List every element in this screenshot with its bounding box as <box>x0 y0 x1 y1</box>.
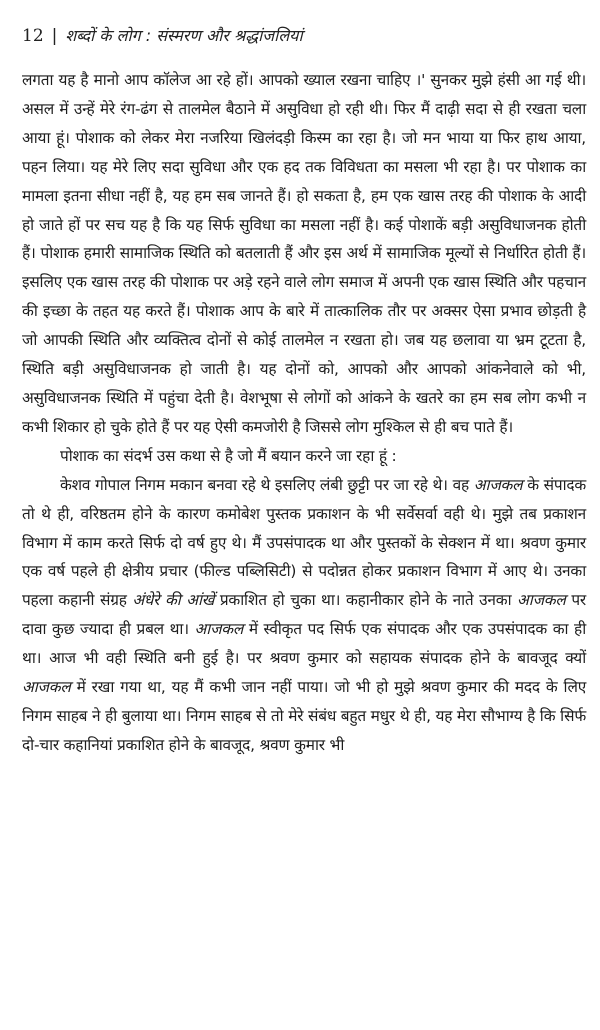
italic-title-text: आजकल <box>22 678 71 697</box>
paragraph-text: प्रकाशित हो चुका था। कहानीकार होने के नाते उनका <box>214 591 518 610</box>
book-title: शब्दों के लोग : संस्मरण और श्रद्धांजलियां <box>65 26 303 45</box>
paragraph-text: पर दावा कुछ ज्यादा ही प्रबल था। <box>22 591 586 639</box>
paragraph-text: में स्वीकृत पद सिर्फ एक संपादक और एक उपसंपादक का ही था। आज भी वही स्थिति बनी हुई है। पर श्रवण कुमार को सहायक संपादक होने के बावजूद क्यों <box>22 620 586 668</box>
paragraph <box>22 442 586 471</box>
body-text <box>22 66 586 760</box>
paragraph-text: केशव गोपाल निगम मकान बनवा रहे थे इसलिए लंबी छुट्टी पर जा रहे थे। वह <box>60 475 474 494</box>
paragraph <box>22 66 586 442</box>
running-header <box>22 24 586 48</box>
page-number: 12 <box>22 26 44 46</box>
paragraph <box>22 471 586 760</box>
italic-title-text: अंधेरे की आंखें <box>132 591 215 610</box>
italic-title-text: आजकल <box>517 591 566 610</box>
italic-title-text: आजकल <box>194 620 244 639</box>
header-separator: | <box>51 26 58 46</box>
paragraph-text: के संपादक तो थे ही, वरिष्ठतम होने के कारण कमोबेश पुस्तक प्रकाशन के भी सर्वेसर्वा वही थे। मुझे तब प्रकाशन विभाग में काम करते सिर्फ दो वर्ष हुए थे। मैं उपसंपादक था और पुस्तकों के सेक्शन में था। श्रवण कुमार एक वर्ष पहले ही क्षेत्रीय प्रचार (फील्ड पब्लिसिटी) से पदोन्नत होकर प्रकाशन विभाग में आए थे। उनका पहला कहानी संग्रह <box>22 475 586 610</box>
paragraph-text: लगता यह है मानो आप कॉलेज आ रहे हों। आपको ख्याल रखना चाहिए ।' सुनकर मुझे हंसी आ गई थी। असल में उन्हें मेरे रंग-ढंग से तालमेल बैठाने में असुविधा हो रही थी। फिर मैं दाढ़ी सदा से ही रखता चला आया हूं। पोशाक को लेकर मेरा नजरिया खिलंदड़ी किस्म का रहा है। जो मन भाया या फिर हाथ आया, पहन लिया। यह मेरे लिए सदा सुविधा और एक हद तक विविधता का मसला भी रहा है। पर पोशाक का मामला इतना सीधा नहीं है, यह हम सब जानते हैं। हो सकता है, हम एक खास तरह की पोशाक के आदी हो जाते हों पर सच यह है कि यह सिर्फ सुविधा का मसला नहीं है। कई पोशाकें बड़ी असुविधाजनक होती हैं। पोशाक हमारी सामाजिक स्थिति को बतलाती हैं और इस अर्थ में सामाजिक मूल्यों से निर्धारित होती हैं। इसलिए एक खास तरह की पोशाक पर अड़े रहने वाले लोग समाज में अपनी एक खास स्थिति और पहचान की इच्छा के तहत यह करते हैं। पोशाक आप के बारे में तात्कालिक तौर पर अक्सर ऐसा प्रभाव छोड़ती है जो आपकी स्थिति और व्यक्तित्व दोनों से कोई तालमेल न रखता हो। जब यह छलावा या भ्रम टूटता है, स्थिति बड़ी असुविधाजनक हो जाती है। यह दोनों को, आपको और आपको आंकनेवाले को भी, असुविधाजनक स्थिति में पहुंचा देती है। वेशभूषा से लोगों को आंकने के खतरे का हम सब लोग कभी न कभी शिकार हो चुके होते हैं पर यह ऐसी कमजोरी है जिससे लोग मुश्किल से ही बच पाते हैं। <box>22 71 586 436</box>
italic-title-text: आजकल <box>473 475 523 494</box>
paragraph-text: में रखा गया था, यह मैं कभी जान नहीं पाया। जो भी हो मुझे श्रवण कुमार की मदद के लिए निगम साहब ने ही बुलाया था। निगम साहब से तो मेरे संबंध बहुत मधुर थे ही, यह मेरा सौभाग्य है कि सिर्फ दो-चार कहानियां प्रकाशित होने के बावजूद, श्रवण कुमार भी <box>22 678 586 754</box>
paragraph-text: पोशाक का संदर्भ उस कथा से है जो मैं बयान करने जा रहा हूं : <box>60 446 397 465</box>
